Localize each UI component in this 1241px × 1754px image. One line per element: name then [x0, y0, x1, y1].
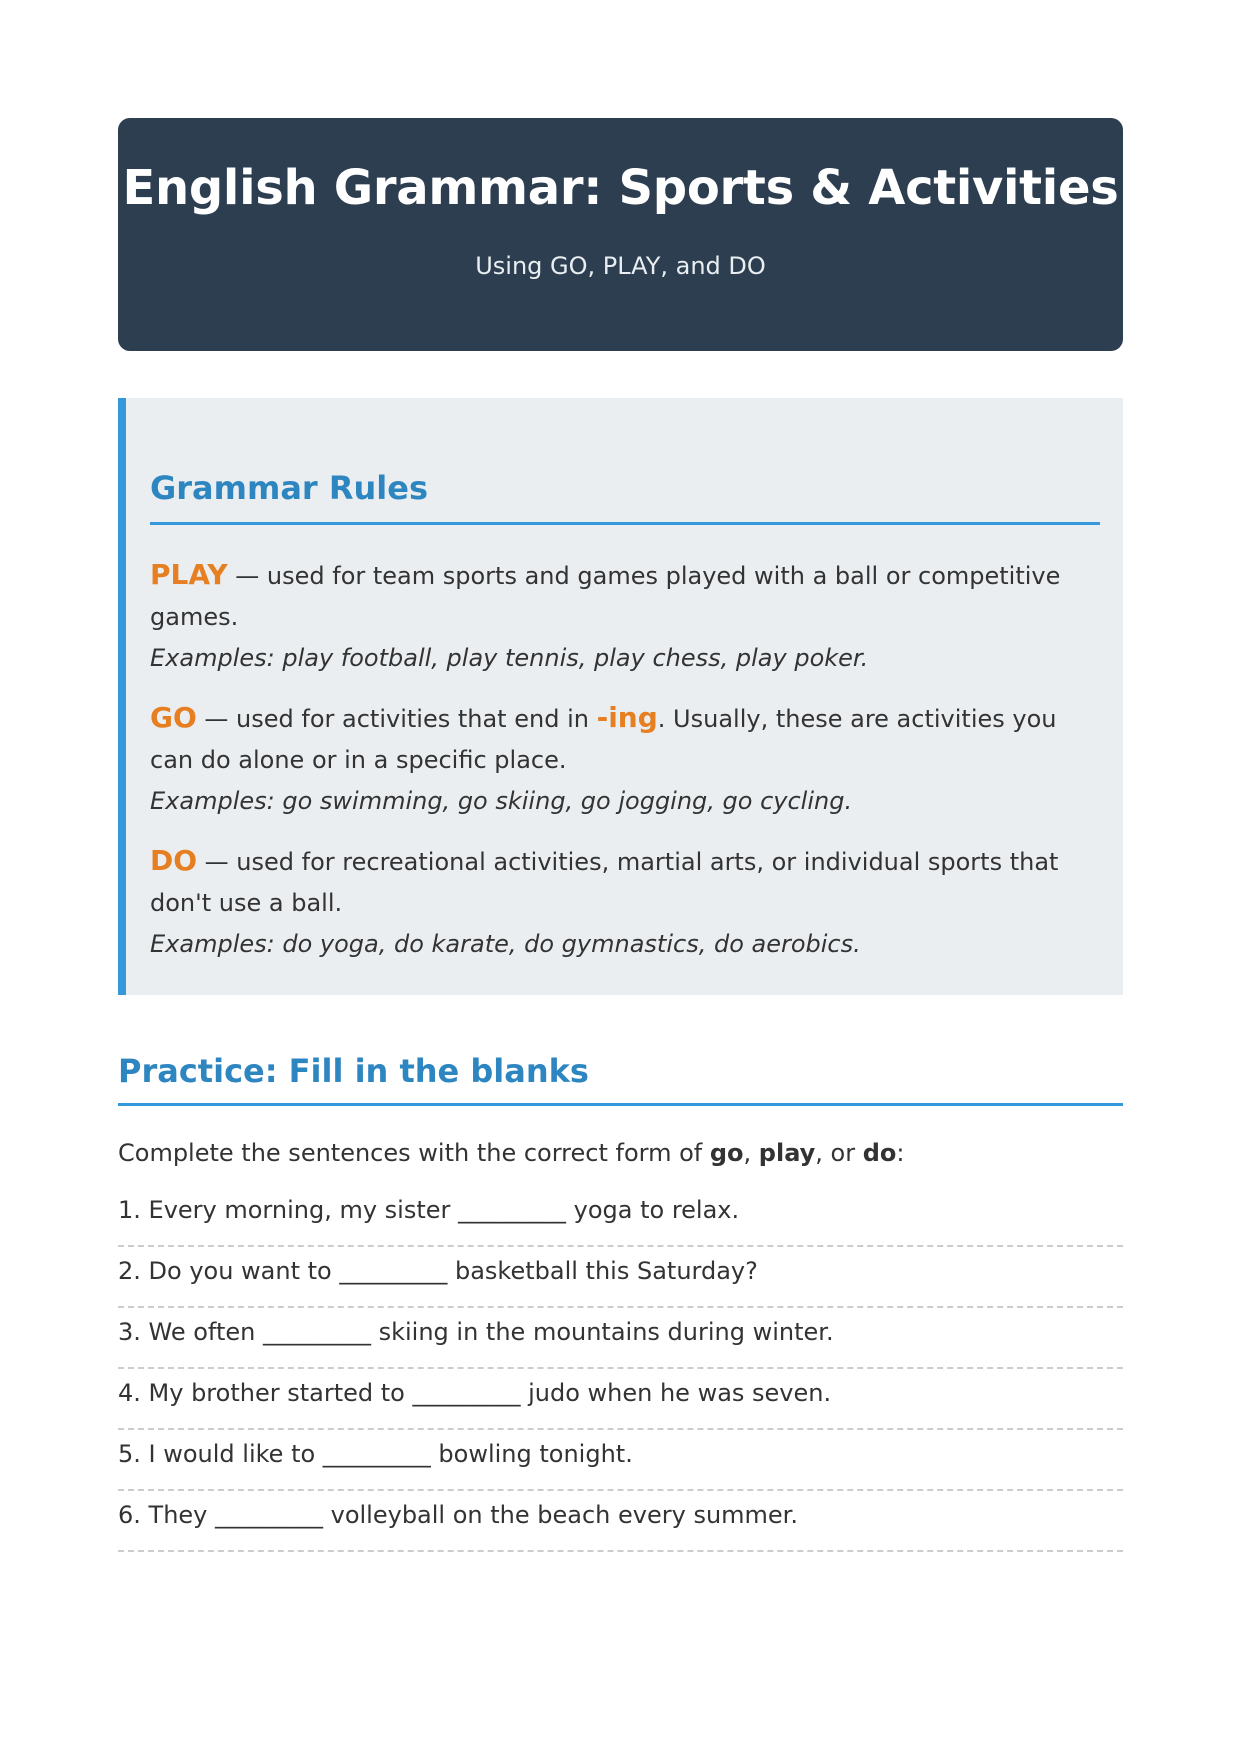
question-item: 3. We often _________ skiing in the mountains during winter.	[118, 1308, 1123, 1369]
question-item: 5. I would like to _________ bowling tonight.	[118, 1430, 1123, 1491]
rule-examples: Examples: do yoga, do karate, do gymnastics, do aerobics.	[150, 929, 861, 958]
header-banner	[118, 118, 1123, 351]
practice-instructions	[118, 1136, 1123, 1170]
rule-examples: Examples: go swimming, go skiing, go jogging, go cycling.	[150, 786, 853, 815]
page-title: English Grammar: Sports & Activities	[122, 160, 1119, 216]
instructions-word-go: go	[709, 1138, 744, 1167]
instructions-text: Complete the sentences with the correct form of	[118, 1138, 710, 1167]
question-item: 1. Every morning, my sister _________ yoga to relax.	[118, 1186, 1123, 1247]
instructions-separator: ,	[743, 1138, 759, 1167]
rule-description-continued: . Usually, these are activities you can do alone or in a specific place.	[150, 704, 1057, 774]
practice-heading: Practice: Fill in the blanks	[118, 1051, 1123, 1106]
instructions-word-play: play	[758, 1138, 816, 1167]
rule-play	[150, 554, 1100, 679]
worksheet	[118, 118, 1123, 1552]
question-item: 6. They _________ volleyball on the beach every summer.	[118, 1491, 1123, 1552]
rule-do	[150, 840, 1100, 965]
question-item: 4. My brother started to _________ judo when he was seven.	[118, 1369, 1123, 1430]
rule-go	[150, 697, 1100, 822]
rule-description: — used for activities that end in	[196, 704, 597, 733]
instructions-separator: , or	[815, 1138, 863, 1167]
rule-keyword: PLAY	[150, 557, 228, 591]
page-subtitle: Using GO, PLAY, and DO	[475, 251, 766, 280]
grammar-rules-heading: Grammar Rules	[150, 468, 1100, 525]
rule-keyword: DO	[150, 843, 198, 877]
instructions-colon: :	[896, 1138, 905, 1167]
practice-section	[118, 1051, 1123, 1552]
question-item: 2. Do you want to _________ basketball this Saturday?	[118, 1247, 1123, 1308]
rule-highlight-suffix: -ing	[596, 700, 658, 734]
grammar-rules-box	[118, 398, 1123, 995]
rule-keyword: GO	[150, 700, 197, 734]
rule-description: — used for recreational activities, martial arts, or individual sports that don't use a ball.	[150, 847, 1059, 917]
rule-examples: Examples: play football, play tennis, play chess, play poker.	[150, 643, 869, 672]
instructions-word-do: do	[862, 1138, 897, 1167]
rule-description: — used for team sports and games played with a ball or competitive games.	[150, 561, 1061, 631]
